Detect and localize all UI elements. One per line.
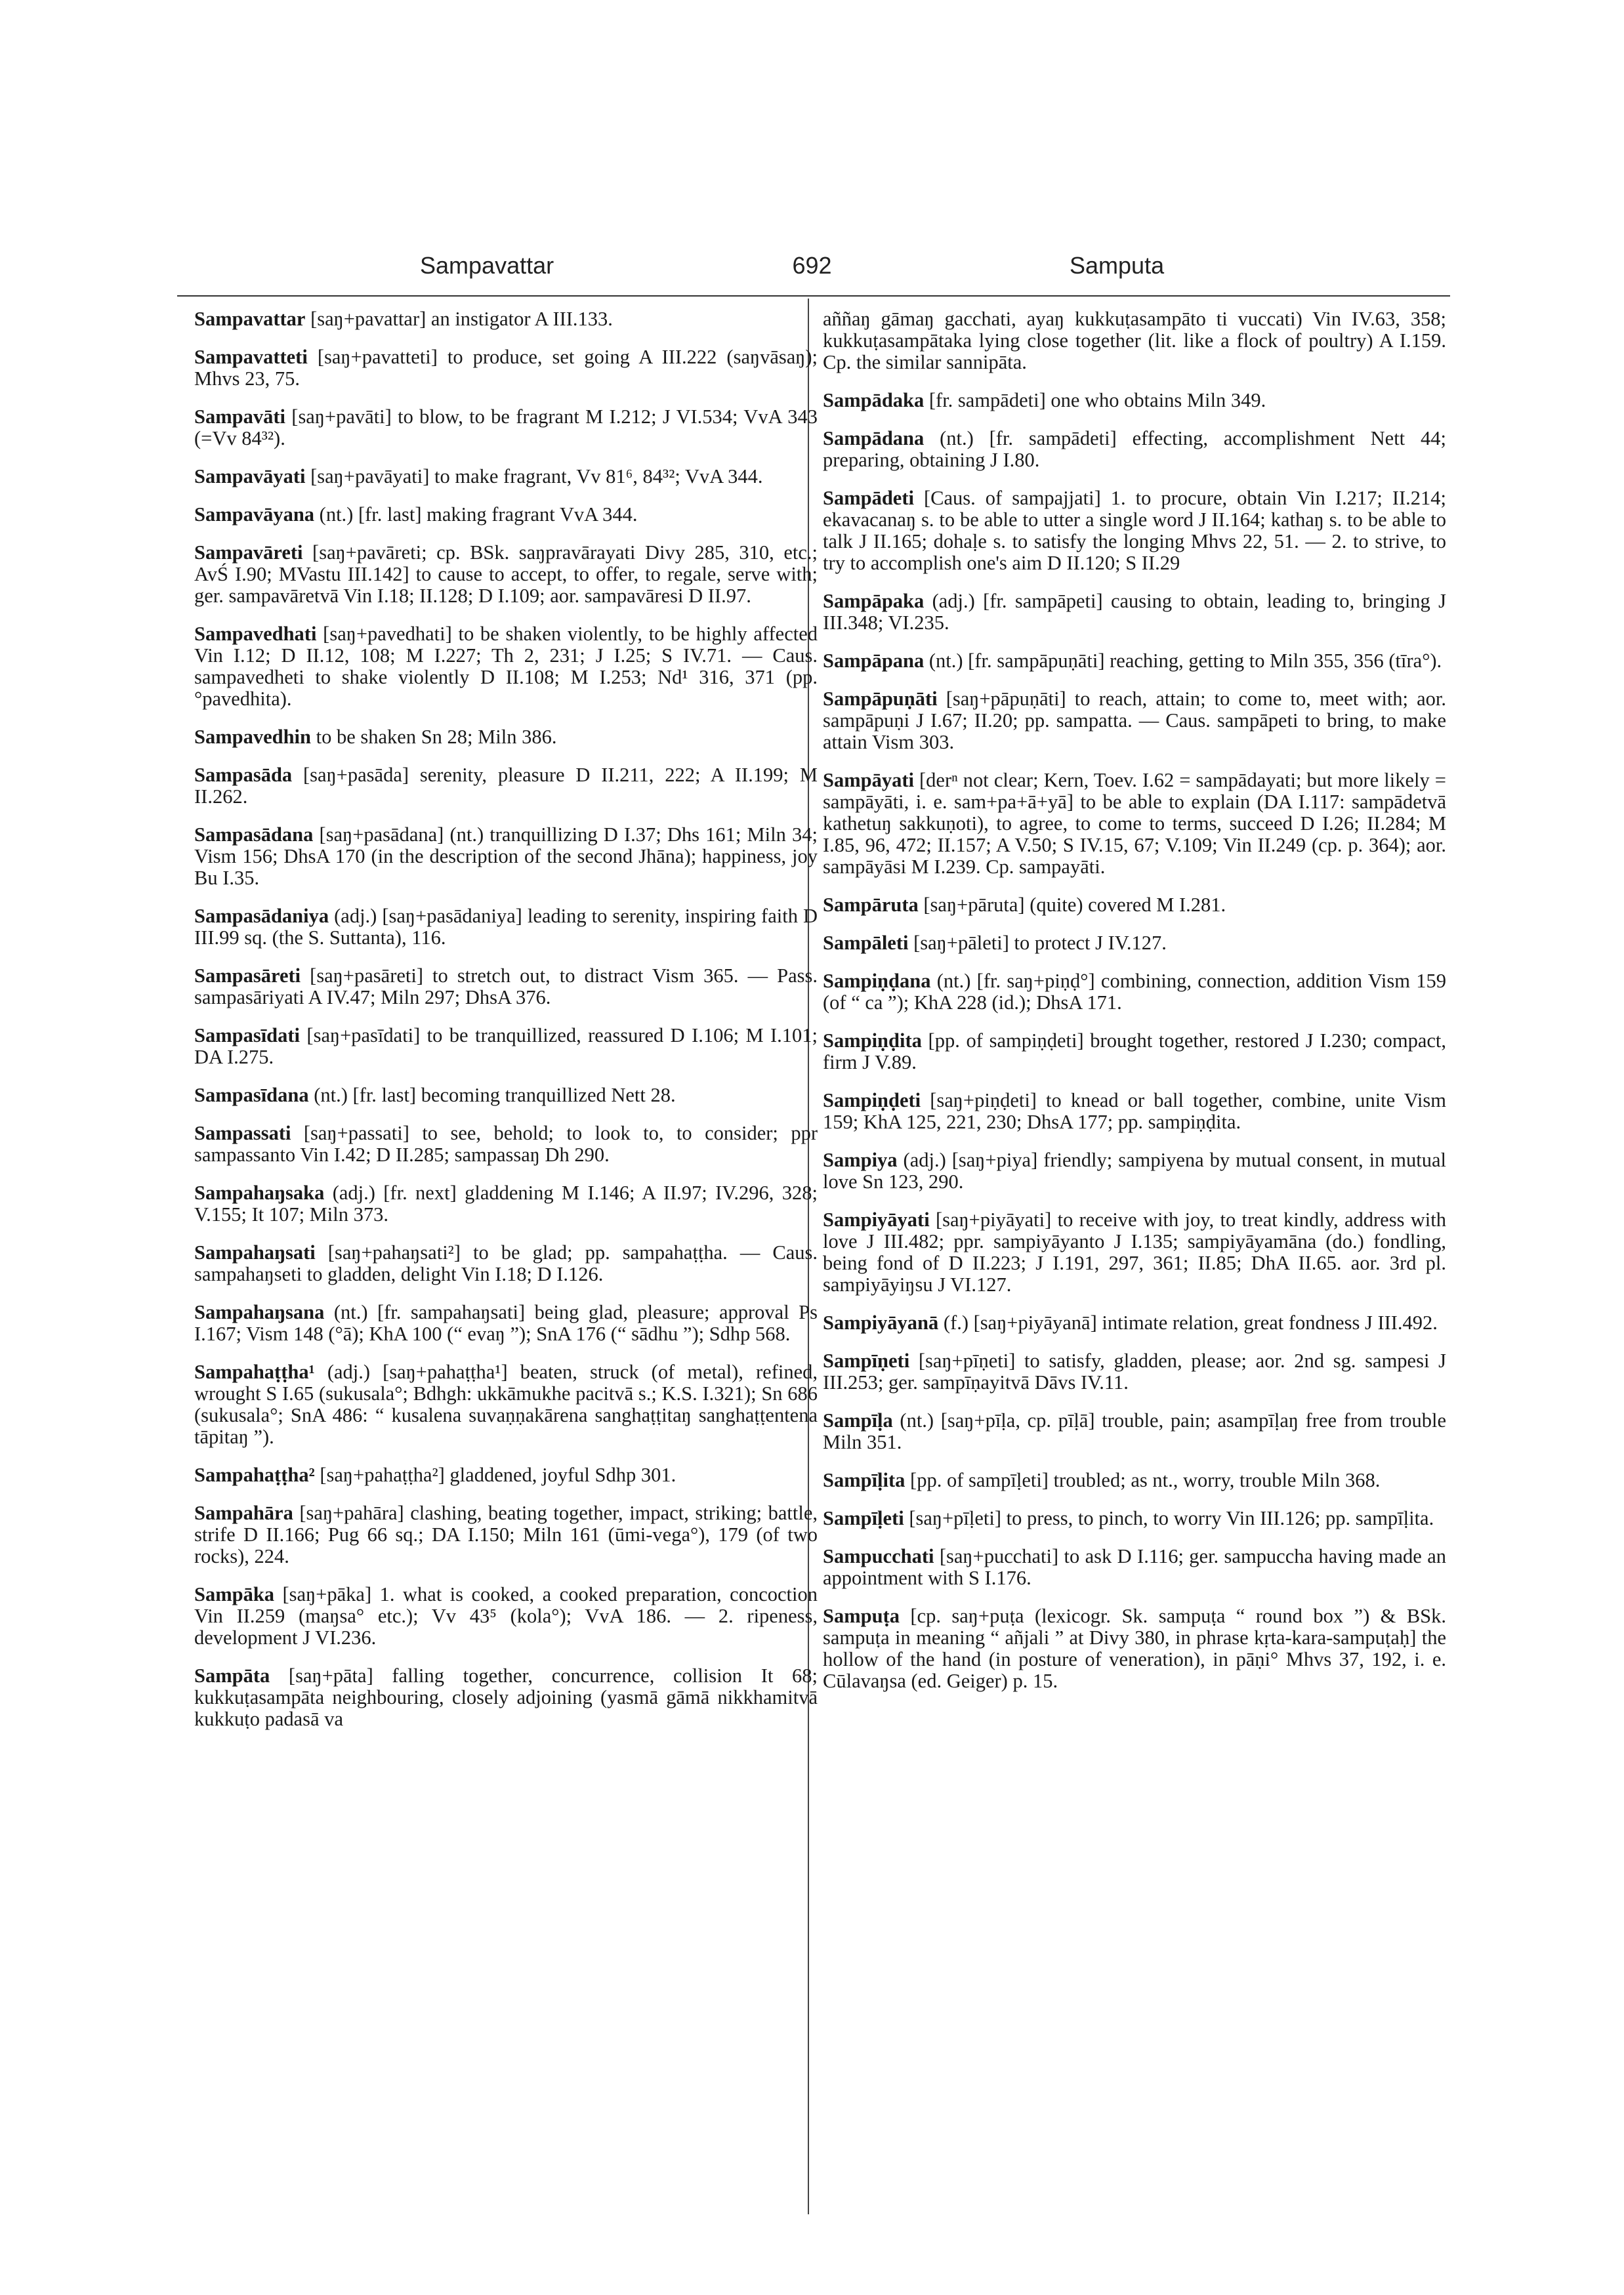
dictionary-entry — [823, 1546, 1446, 1589]
entry-headword: Sampavāti — [194, 405, 285, 428]
entry-definition: (nt.) [fr. saŋ+piṇḍ°] combining, connection, addition Vism 159 (of “ ca ”); KhA 228 (id.); DhsA 171. — [823, 970, 1446, 1014]
dictionary-entry — [194, 905, 818, 949]
entry-definition: [saŋ+pāleti] to protect J IV.127. — [908, 932, 1167, 954]
dictionary-entry — [823, 1090, 1446, 1133]
entry-headword: Sampīḷa — [823, 1409, 893, 1432]
entry-headword: Sampasādana — [194, 823, 314, 846]
entry-definition: [saŋ+piṇḍeti] to knead or ball together, combine, unite Vism 159; KhA 125, 221, 230; DhsA 177; pp. sampiṇḍita. — [823, 1089, 1446, 1133]
dictionary-entry — [194, 1123, 818, 1166]
entry-definition: [saŋ+pahāra] clashing, beating together, impact, striking; battle, strife D II.166; Pug 66 sq.; DA I.150; Miln 161 (ūmi-vega°), 179 (of two rocks), 224. — [194, 1502, 818, 1567]
dictionary-entry — [194, 308, 818, 330]
entry-headword: Sampahaṭṭha² — [194, 1464, 315, 1486]
dictionary-entry — [194, 1584, 818, 1649]
right-column — [823, 308, 1446, 1708]
entry-headword: Sampiya — [823, 1149, 898, 1171]
entry-headword: Sampiṇḍana — [823, 970, 931, 992]
entry-definition: [saŋ+pahaŋsati²] to be glad; pp. sampahaṭṭha. — Caus. sampahaŋseti to gladden, delight Vin I.18; D I.126. — [194, 1241, 818, 1285]
dictionary-entry — [823, 590, 1446, 634]
entry-definition: [saŋ+pasādana] (nt.) tranquillizing D I.37; Dhs 161; Miln 34; Vism 156; DhsA 170 (in the description of the second Jhāna); happiness, joy Bu I.35. — [194, 823, 818, 889]
dictionary-entry — [823, 1350, 1446, 1394]
dictionary-entry — [194, 466, 818, 487]
dictionary-entry — [823, 1312, 1446, 1334]
entry-headword: Sampavāreti — [194, 541, 303, 564]
entry-definition: aññaŋ gāmaŋ gacchati, ayaŋ kukkuṭasampāto ti vuccati) Vin IV.63, 358; kukkuṭasampātaka lying close together (lit. like a flock of poultry) A I.159. Cp. the similar sannipāta. — [823, 308, 1446, 373]
dictionary-entry — [823, 1149, 1446, 1193]
entry-headword: Sampahaŋsaka — [194, 1182, 325, 1204]
entry-headword: Sampīḷita — [823, 1469, 906, 1491]
header-rule — [177, 295, 1450, 297]
dictionary-entry — [823, 1508, 1446, 1529]
entry-headword: Sampavedhati — [194, 623, 317, 645]
entry-headword: Sampādeti — [823, 487, 914, 509]
entry-definition: [pp. of sampiṇḍeti] brought together, restored J I.230; compact, firm J V.89. — [823, 1029, 1446, 1073]
entry-definition: [saŋ+pāta] falling together, concurrence, collision It 68; kukkuṭasampāta neighbouring, closely adjoining (yasmā gāmā nikkhamitvā kukkuṭo padasā va — [194, 1664, 818, 1730]
entry-definition: [saŋ+pāka] 1. what is cooked, a cooked preparation, concoction Vin II.259 (maŋsa° etc.); Vv 43⁵ (kola°); VvA 186. — 2. ripeness, development J VI.236. — [194, 1583, 818, 1649]
dictionary-entry — [194, 406, 818, 449]
entry-headword: Sampāka — [194, 1583, 275, 1605]
entry-headword: Sampavedhin — [194, 726, 311, 748]
dictionary-entry — [823, 1470, 1446, 1491]
dictionary-entry — [194, 1085, 818, 1106]
dictionary-entry — [194, 1302, 818, 1345]
entry-headword: Sampasīdana — [194, 1084, 309, 1106]
entry-headword: Sampāpuṇāti — [823, 688, 938, 710]
dictionary-entry — [194, 623, 818, 710]
dictionary-entry — [194, 1502, 818, 1567]
entry-headword: Sampassati — [194, 1122, 291, 1144]
entry-definition: [saŋ+pasāreti] to stretch out, to distract Vism 365. — Pass. sampasāriyati A IV.47; Miln 297; DhsA 376. — [194, 964, 818, 1008]
entry-headword: Sampasīdati — [194, 1024, 301, 1046]
entry-headword: Sampāyati — [823, 769, 914, 791]
entry-definition: [saŋ+pasīdati] to be tranquillized, reassured D I.106; M I.101; DA I.275. — [194, 1024, 818, 1068]
entry-definition: [saŋ+pavāreti; cp. BSk. saŋpravārayati Divy 285, 310, etc.; AvŚ I.90; MVastu III.142] to cause to accept, to offer, to regale, serve with; ger. sampavāretvā Vin I.18; II.128; D I.109; aor. sampavāresi D II.97. — [194, 541, 818, 607]
entry-definition: [saŋ+pasāda] serenity, pleasure D II.211, 222; A II.199; M II.262. — [194, 764, 818, 808]
dictionary-entry — [823, 1209, 1446, 1296]
entry-definition: (nt.) [saŋ+pīḷa, cp. pīḷā] trouble, pain; asampīḷaŋ free from trouble Miln 351. — [823, 1409, 1446, 1453]
entry-headword: Sampasāreti — [194, 964, 301, 987]
entry-headword: Sampīṇeti — [823, 1350, 910, 1372]
entry-headword: Sampavāyati — [194, 465, 306, 487]
entry-definition: (nt.) [fr. last] making fragrant VvA 344. — [314, 503, 638, 526]
entry-definition: [saŋ+pavedhati] to be shaken violently, to be highly affected Vin I.12; D II.12, 108; M I.227; Th 2, 231; J I.25; S IV.71. — Caus. sampavedheti to shake violently D II.108; M I.253; Nd¹ 316, 371 (pp. °pavedhita). — [194, 623, 818, 710]
entry-definition: (adj.) [saŋ+piya] friendly; sampiyena by mutual consent, in mutual love Sn 123, 290. — [823, 1149, 1446, 1193]
dictionary-entry — [823, 1030, 1446, 1073]
entry-definition: [saŋ+pavattar] an instigator A III.133. — [305, 308, 613, 330]
entry-definition: (f.) [saŋ+piyāyanā] intimate relation, great fondness J III.492. — [938, 1312, 1438, 1334]
entry-headword: Sampīḷeti — [823, 1507, 904, 1529]
entry-headword: Sampādana — [823, 427, 925, 449]
dictionary-entry — [194, 965, 818, 1008]
entry-definition: [pp. of sampīḷeti] troubled; as nt., worry, trouble Miln 368. — [905, 1469, 1381, 1491]
entry-definition: [saŋ+pīḷeti] to press, to pinch, to worry Vin III.126; pp. sampīḷita. — [904, 1507, 1434, 1529]
dictionary-entry — [823, 487, 1446, 574]
entry-definition: [saŋ+pāruta] (quite) covered M I.281. — [918, 894, 1226, 916]
entry-headword: Sampāpana — [823, 650, 925, 672]
entry-definition: [Caus. of sampajjati] 1. to procure, obtain Vin I.217; II.214; ekavacanaŋ s. to be able to utter a single word J II.164; kathaŋ s. to be able to talk J II.165; dohaḷe s. to satisfy the longing Mhvs 22, 51. — 2. to strive, to try to accomplish one's aim D II.120; S II.29 — [823, 487, 1446, 574]
entry-definition: [saŋ+pavāti] to blow, to be fragrant M I.212; J VI.534; VvA 343 (=Vv 84³²). — [194, 405, 818, 449]
entry-headword: Sampavatteti — [194, 346, 308, 368]
entry-definition: [cp. saŋ+puṭa (lexicogr. Sk. sampuṭa “ round box ”) & BSk. sampuṭa in meaning “ añjali ” at Divy 380, in phrase kṛta-kara-sampuṭaḥ] the hollow of the hand (in posture of veneration), in pāṇi° Mhvs 37, 192, i. e. Cūlavaŋsa (ed. Geiger) p. 15. — [823, 1605, 1446, 1692]
entry-headword: Sampucchati — [823, 1545, 934, 1567]
entry-definition: [saŋ+pucchati] to ask D I.116; ger. sampuccha having made an appointment with S I.176. — [823, 1545, 1446, 1589]
entry-definition: [derⁿ not clear; Kern, Toev. I.62 = sampādayati; but more likely = sampāyāti, i. e. sam+pa+ā+yā] to be able to explain (DA I.117: sampādetvā kathetuŋ sakkuṇoti), to agree, to come to terms, succeed D I.26; II.284; M I.85, 96, 472; II.157; A V.50; S IV.15, 67; V.109; Vin II.249 (cp. p. 364); aor. sampāyāsi M I.239. Cp. sampayāti. — [823, 769, 1446, 878]
left-column — [194, 308, 818, 1747]
dictionary-entry — [823, 308, 1446, 373]
entry-definition: [saŋ+pāpuṇāti] to reach, attain; to come to, meet with; aor. sampāpuṇi J I.67; II.20; pp. sampatta. — Caus. sampāpeti to bring, to make attain Vism 303. — [823, 688, 1446, 753]
entry-definition: [saŋ+pīṇeti] to satisfy, gladden, please; aor. 2nd sg. sampesi J III.253; ger. sampīṇayitvā Dāvs IV.11. — [823, 1350, 1446, 1394]
dictionary-entry — [194, 1242, 818, 1285]
entry-headword: Sampahaṭṭha¹ — [194, 1361, 315, 1383]
page-number: 692 — [792, 252, 832, 279]
dictionary-entry — [823, 1410, 1446, 1453]
entry-definition: (adj.) [saŋ+pasādaniya] leading to serenity, inspiring faith D III.99 sq. (the S. Suttanta), 116. — [194, 905, 818, 949]
entry-headword: Sampasāda — [194, 764, 293, 786]
dictionary-entry — [823, 688, 1446, 753]
dictionary-entry — [823, 970, 1446, 1014]
dictionary-entry — [194, 1025, 818, 1068]
dictionary-entry — [194, 1361, 818, 1448]
dictionary-entry — [823, 390, 1446, 411]
entry-definition: (nt.) [fr. sampādeti] effecting, accomplishment Nett 44; preparing, obtaining J I.80. — [823, 427, 1446, 471]
entry-definition: [saŋ+piyāyati] to receive with joy, to treat kindly, address with love J III.482; ppr. sampiyāyanto J I.135; sampiyāyamāna (do.) fondling, being fond of D II.223; J I.191, 297, 361; II.85; DhA II.65. aor. 3rd pl. sampiyāyiŋsu J VI.127. — [823, 1209, 1446, 1296]
dictionary-entry — [823, 1605, 1446, 1692]
entry-headword: Sampuṭa — [823, 1605, 900, 1627]
entry-headword: Sampahaŋsana — [194, 1301, 325, 1323]
entry-headword: Sampiyāyati — [823, 1209, 930, 1231]
entry-headword: Sampasādaniya — [194, 905, 329, 927]
dictionary-entry — [194, 504, 818, 526]
entry-headword: Sampāta — [194, 1664, 270, 1687]
entry-headword: Sampāleti — [823, 932, 909, 954]
dictionary-entry — [194, 1464, 818, 1486]
entry-headword: Sampahaŋsati — [194, 1241, 316, 1264]
dictionary-entry — [194, 542, 818, 607]
entry-definition: [fr. sampādeti] one who obtains Miln 349. — [924, 389, 1266, 411]
entry-definition: (adj.) [fr. next] gladdening M I.146; A II.97; IV.296, 328; V.155; It 107; Miln 373. — [194, 1182, 818, 1226]
dictionary-entry — [194, 1665, 818, 1730]
dictionary-entry — [194, 1182, 818, 1226]
entry-headword: Sampahāra — [194, 1502, 293, 1524]
entry-definition: [saŋ+pavatteti] to produce, set going A III.222 (saŋvāsaŋ); Mhvs 23, 75. — [194, 346, 818, 390]
running-head-left: Sampavattar — [420, 252, 554, 279]
entry-definition: [saŋ+passati] to see, behold; to look to, to consider; ppr sampassanto Vin I.42; D II.285; sampassaŋ Dh 290. — [194, 1122, 818, 1166]
entry-headword: Sampāruta — [823, 894, 919, 916]
entry-headword: Sampavattar — [194, 308, 306, 330]
dictionary-entry — [823, 932, 1446, 954]
dictionary-entry — [194, 764, 818, 808]
entry-definition: [saŋ+pavāyati] to make fragrant, Vv 81⁶, 84³²; VvA 344. — [305, 465, 763, 487]
dictionary-entry — [823, 894, 1446, 916]
entry-definition: (nt.) [fr. sampahaŋsati] being glad, pleasure; approval Ps I.167; Vism 148 (°ā); KhA 100 (“ evaŋ ”); SnA 176 (“ sādhu ”); Sdhp 568. — [194, 1301, 818, 1345]
dictionary-entry — [194, 726, 818, 748]
dictionary-entry — [194, 346, 818, 390]
dictionary-entry — [823, 428, 1446, 471]
entry-definition: (adj.) [fr. sampāpeti] causing to obtain, leading to, bringing J III.348; VI.235. — [823, 590, 1446, 634]
entry-headword: Sampavāyana — [194, 503, 315, 526]
dictionary-entry — [823, 650, 1446, 672]
dictionary-entry — [823, 770, 1446, 878]
entry-definition: (nt.) [fr. last] becoming tranquillized Nett 28. — [308, 1084, 676, 1106]
running-head-right: Samputa — [1070, 252, 1165, 279]
entry-headword: Sampiṇḍita — [823, 1029, 922, 1052]
entry-headword: Sampiyāyanā — [823, 1312, 939, 1334]
entry-definition: [saŋ+pahaṭṭha²] gladdened, joyful Sdhp 301. — [314, 1464, 677, 1486]
dictionary-entry — [194, 824, 818, 889]
entry-definition: to be shaken Sn 28; Miln 386. — [310, 726, 557, 748]
entry-headword: Sampāpaka — [823, 590, 925, 612]
entry-definition: (adj.) [saŋ+pahaṭṭha¹] beaten, struck (of metal), refined, wrought S I.65 (sukusala°; Bdhgh: ukkāmukhe pacitvā s.; K.S. I.321); Sn 686 (sukusala°; SnA 486: “ kusalena suvaṇṇakārena sanghaṭṭitaŋ sanghaṭṭentena tāpitaŋ ”). — [194, 1361, 818, 1448]
entry-headword: Sampiṇḍeti — [823, 1089, 921, 1111]
entry-definition: (nt.) [fr. sampāpuṇāti] reaching, getting to Miln 355, 356 (tīra°). — [924, 650, 1442, 672]
entry-headword: Sampādaka — [823, 389, 925, 411]
